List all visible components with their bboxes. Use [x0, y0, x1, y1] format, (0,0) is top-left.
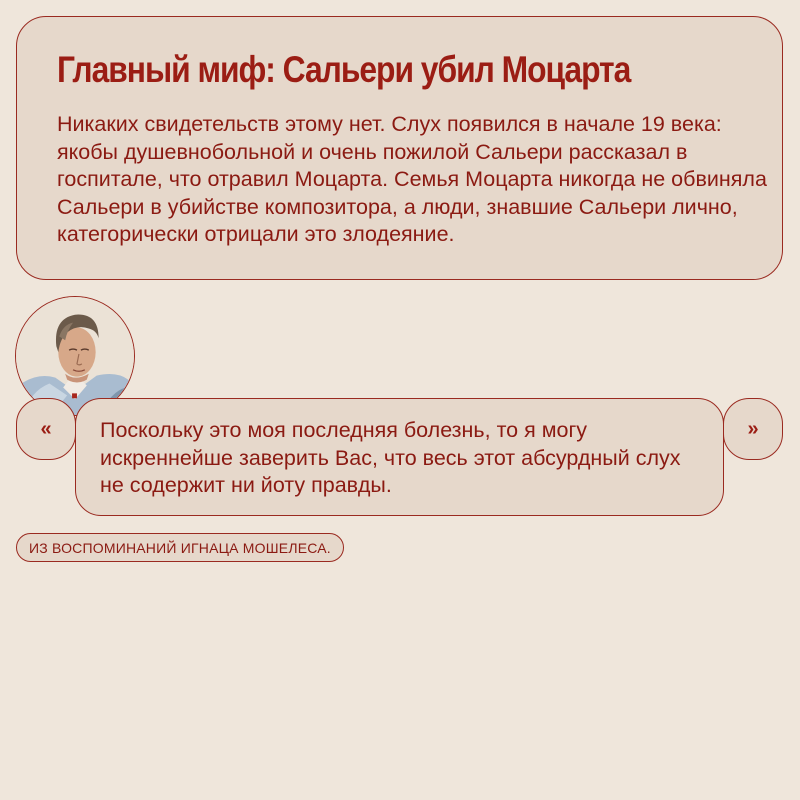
- card-body-text: Никаких свидетельств этому нет. Слух появился в начале 19 века: якобы душевнобольной и очень пожилой Сальери рассказал в госпитале, что отравил Моцарта. Семья Моцарта никогда не обвиняла Сальери в убийстве композитора, а люди, знавшие Сальери лично, категорически отрицали это злодеяние.: [57, 112, 767, 246]
- quote-box: [75, 398, 724, 516]
- previous-button[interactable]: «: [16, 398, 76, 460]
- card-title: Главный миф: Сальери убил Моцарта: [57, 49, 631, 90]
- myth-card: [16, 16, 783, 280]
- source-badge: ИЗ ВОСПОМИНАНИЙ ИГНАЦА МОШЕЛЕСА.: [16, 533, 344, 562]
- quote-text: Поскольку это моя последняя болезнь, то я могу искреннейше заверить Вас, что весь этот абсурдный слух не содержит ни йоту правды.: [100, 418, 681, 497]
- next-button[interactable]: »: [723, 398, 783, 460]
